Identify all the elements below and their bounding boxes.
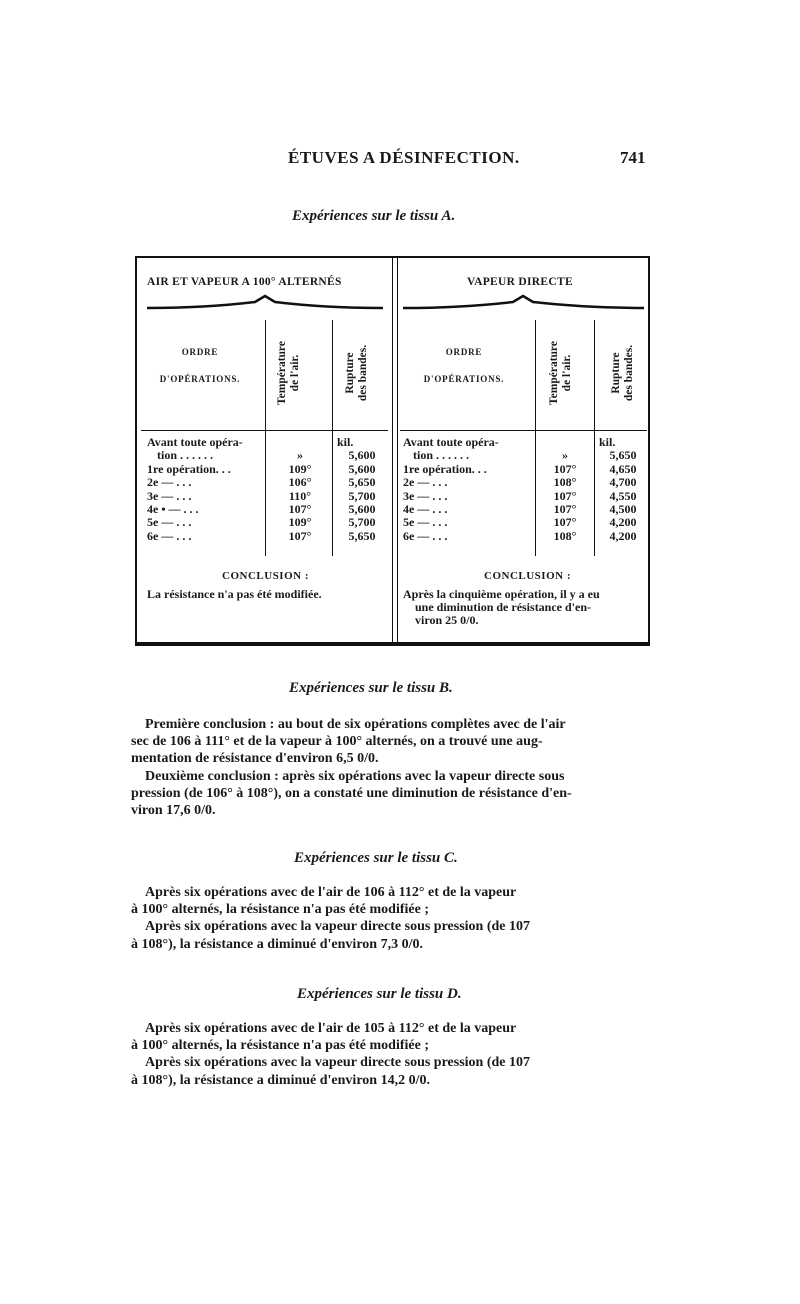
- left-col-divider-1: [265, 320, 266, 556]
- table-group-separator: [392, 258, 398, 642]
- running-title: ÉTUVES A DÉSINFECTION.: [288, 148, 520, 167]
- table-cell: 5,650: [609, 448, 637, 463]
- left-conclusion-text: La résistance n'a pas été modifiée.: [147, 587, 322, 601]
- right-col-divider-2: [594, 320, 595, 556]
- left-rows-temperature: [271, 436, 329, 543]
- table-cell: 5,700: [348, 488, 376, 503]
- table-row: 4e — . . .: [403, 501, 448, 516]
- left-col-rupture-header: [337, 328, 377, 418]
- right-rows-temperature: [539, 436, 591, 543]
- body-line: à 108°), la résistance a diminué d'environ 7,3 0/0.: [131, 936, 423, 952]
- table-row: 3e — . . .: [147, 488, 192, 503]
- table-row: 3e — . . .: [403, 488, 448, 503]
- table-row: 4e • — . . .: [147, 501, 199, 516]
- table-row: Avant toute opéra-: [147, 435, 243, 449]
- section-a-heading: Expériences sur le tissu A.: [292, 208, 456, 224]
- table-cell: [271, 436, 329, 449]
- table-cell: 4,550: [609, 488, 637, 503]
- left-header-rule: [141, 430, 388, 431]
- left-rows-rupture: [337, 436, 387, 543]
- right-col-divider-1: [535, 320, 536, 556]
- right-rows-ordre: [403, 436, 499, 543]
- right-temp-line2: de l'air.: [561, 354, 573, 392]
- table-cell: 4,500: [609, 501, 637, 516]
- section-c-body: [131, 884, 658, 953]
- table-row: 1re opération. . .: [147, 461, 231, 476]
- right-col-ordre-line1: ORDRE: [445, 347, 483, 357]
- table-cell: 107°: [553, 515, 577, 530]
- table-row: 5e — . . .: [147, 515, 192, 530]
- right-col-temperature-header: [541, 328, 581, 418]
- left-col-ordre-line2: D'OPÉRATIONS.: [159, 374, 241, 384]
- right-rupture-line2: des bandes.: [623, 344, 635, 402]
- right-conclusion-line: Après la cinquième opération, il y a eu: [403, 587, 600, 601]
- page-number: 741: [620, 148, 646, 167]
- right-group-brace: [401, 294, 646, 314]
- body-line: mentation de résistance d'environ 6,5 0/0.: [131, 751, 379, 767]
- table-cell: 109°: [288, 461, 312, 476]
- table-cell: »: [562, 448, 568, 463]
- left-rows-ordre: [147, 436, 243, 543]
- table-row: 2e — . . .: [147, 475, 192, 490]
- body-line: Première conclusion : au bout de six opérations complètes avec de l'air: [145, 717, 566, 732]
- body-line: Après six opérations avec de l'air de 105 à 112° et de la vapeur: [145, 1021, 517, 1036]
- section-d-heading: Expériences sur le tissu D.: [297, 986, 462, 1002]
- left-rupture-line1: Rupture: [344, 352, 356, 394]
- right-conclusion-text: [403, 588, 647, 628]
- body-line: Après six opérations avec la vapeur directe sous pression (de 107: [145, 919, 530, 935]
- left-col-ordre-line1: ORDRE: [181, 347, 219, 357]
- table-cell: 107°: [553, 488, 577, 503]
- right-group-title: VAPEUR DIRECTE: [467, 276, 573, 288]
- right-col-ordre-header: [399, 346, 529, 386]
- table-cell: 107°: [288, 501, 312, 516]
- left-temp-line1: Température: [276, 341, 288, 405]
- table-cell: kil.: [599, 435, 616, 449]
- table-cell: 107°: [553, 461, 577, 476]
- table-cell: 109°: [288, 515, 312, 530]
- left-col-ordre-header: [145, 346, 255, 386]
- body-line: pression (de 106° à 108°), on a constaté une diminution de résistance d'en-: [131, 785, 572, 801]
- right-conclusion-line: une diminution de résistance d'en-: [415, 600, 592, 615]
- table-row: 1re opération. . .: [403, 461, 487, 476]
- table-row: 5e — . . .: [403, 515, 448, 530]
- right-conclusion-label: CONCLUSION :: [484, 570, 571, 582]
- left-col-temperature-header: [269, 328, 309, 418]
- right-col-ordre-line2: D'OPÉRATIONS.: [423, 374, 505, 384]
- table-cell: 5,600: [348, 501, 376, 516]
- right-temp-line1: Température: [548, 341, 560, 405]
- results-table-tissu-a: [135, 256, 650, 646]
- right-col-rupture-header: [603, 328, 643, 418]
- section-b-body: [131, 716, 658, 819]
- section-d-body: [131, 1020, 658, 1089]
- left-group-title: AIR ET VAPEUR A 100° ALTERNÉS: [147, 276, 342, 288]
- body-line: Après six opérations avec de l'air de 106 à 112° et de la vapeur: [145, 885, 517, 900]
- body-line: Après six opérations avec la vapeur directe sous pression (de 107: [145, 1055, 530, 1071]
- left-rupture-line2: des bandes.: [357, 344, 369, 402]
- section-b-heading: Expériences sur le tissu B.: [289, 680, 453, 696]
- body-line: viron 17,6 0/0.: [131, 803, 216, 819]
- table-row: 6e — . . .: [403, 528, 448, 543]
- table-cell: 4,700: [609, 475, 637, 490]
- body-line: sec de 106 à 111° et de la vapeur à 100° alternés, on a trouvé une aug-: [131, 734, 543, 750]
- table-cell: 5,650: [348, 475, 376, 490]
- right-conclusion-line: viron 25 0/0.: [415, 613, 479, 628]
- table-cell: 107°: [288, 528, 312, 543]
- body-line: à 100° alternés, la résistance n'a pas été modifiée ;: [131, 1038, 429, 1054]
- table-cell: 106°: [288, 475, 312, 490]
- table-cell: 4,200: [609, 515, 637, 530]
- table-cell: 108°: [553, 528, 577, 543]
- left-group-brace: [145, 294, 385, 314]
- table-row: tion . . . . . .: [157, 448, 214, 463]
- body-line: à 100° alternés, la résistance n'a pas été modifiée ;: [131, 902, 429, 918]
- section-c-heading: Expériences sur le tissu C.: [294, 850, 458, 866]
- right-header-rule: [400, 430, 647, 431]
- table-cell: 5,650: [348, 528, 376, 543]
- table-cell: 110°: [288, 488, 312, 503]
- table-cell: 5,600: [348, 448, 376, 463]
- table-cell: 5,600: [348, 461, 376, 476]
- left-col-divider-2: [332, 320, 333, 556]
- table-cell: 4,650: [609, 461, 637, 476]
- table-cell: 107°: [553, 501, 577, 516]
- left-temp-line2: de l'air.: [289, 354, 301, 392]
- table-cell: kil.: [337, 435, 354, 449]
- body-line: Deuxième conclusion : après six opérations avec la vapeur directe sous: [145, 768, 565, 784]
- right-rupture-line1: Rupture: [610, 352, 622, 394]
- left-conclusion-label: CONCLUSION :: [222, 570, 309, 582]
- table-cell: 4,200: [609, 528, 637, 543]
- right-rows-rupture: [599, 436, 647, 543]
- table-row: Avant toute opéra-: [403, 435, 499, 449]
- table-row: tion . . . . . .: [413, 448, 470, 463]
- table-cell: 5,700: [348, 515, 376, 530]
- table-cell: [539, 436, 591, 449]
- table-row: 6e — . . .: [147, 528, 192, 543]
- table-cell: »: [297, 448, 303, 463]
- body-line: à 108°), la résistance a diminué d'environ 14,2 0/0.: [131, 1072, 430, 1088]
- table-row: 2e — . . .: [403, 475, 448, 490]
- table-cell: 108°: [553, 475, 577, 490]
